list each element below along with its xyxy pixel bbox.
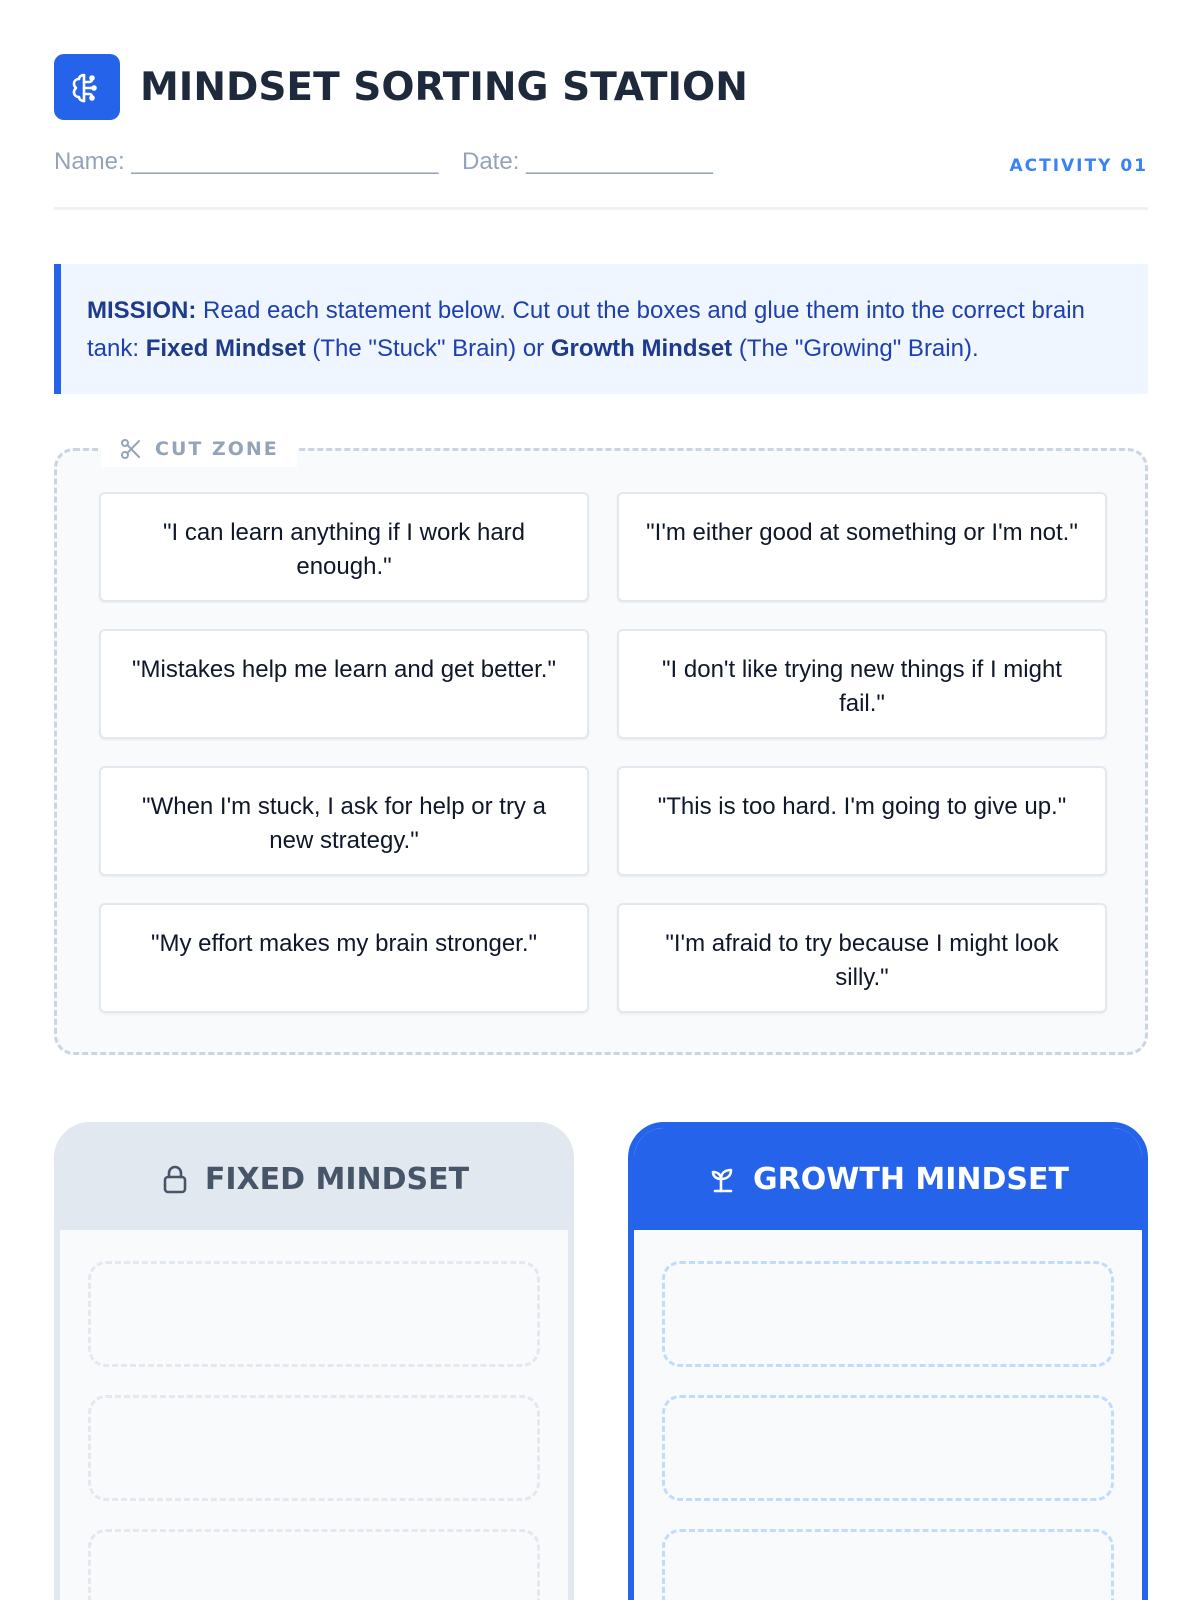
- growth-mindset-header: [634, 1128, 1142, 1230]
- statement-card[interactable]: "Mistakes help me learn and get better.": [99, 629, 589, 739]
- growth-mindset-label: GROWTH MINDSET: [753, 1161, 1069, 1197]
- mission-label: MISSION:: [87, 297, 197, 324]
- drop-slot[interactable]: [88, 1395, 540, 1501]
- cut-zone-label: [101, 431, 297, 467]
- fixed-mindset-label: FIXED MINDSET: [204, 1161, 470, 1197]
- header-divider: [54, 207, 1148, 210]
- name-field[interactable]: Name: _______________________: [54, 148, 439, 175]
- student-info-row: [54, 148, 1148, 178]
- cut-zone-title: CUT ZONE: [155, 438, 279, 460]
- statement-card[interactable]: "This is too hard. I'm going to give up.": [617, 766, 1107, 876]
- mission-box: [54, 264, 1148, 394]
- brain-icon: [54, 54, 120, 120]
- drop-slot[interactable]: [662, 1395, 1114, 1501]
- statement-card[interactable]: "I don't like trying new things if I might fail.": [617, 629, 1107, 739]
- drop-slot[interactable]: [88, 1261, 540, 1367]
- scissors-icon: [119, 437, 143, 461]
- fixed-mindset-tank: [54, 1122, 574, 1600]
- statement-card[interactable]: "I can learn anything if I work hard enough.": [99, 492, 589, 602]
- statement-card[interactable]: "I'm afraid to try because I might look silly.": [617, 903, 1107, 1013]
- date-field[interactable]: Date: ______________: [462, 148, 713, 175]
- activity-badge: ACTIVITY 01: [1009, 156, 1148, 176]
- drop-slot[interactable]: [88, 1529, 540, 1600]
- page-title: MINDSET SORTING STATION: [140, 64, 748, 110]
- statement-card[interactable]: "When I'm stuck, I ask for help or try a new strategy.": [99, 766, 589, 876]
- statement-card[interactable]: "My effort makes my brain stronger.": [99, 903, 589, 1013]
- fixed-mindset-header: [60, 1128, 568, 1230]
- cut-zone: [54, 438, 1148, 1055]
- statement-card[interactable]: "I'm either good at something or I'm not.": [617, 492, 1107, 602]
- mission-text: Read each statement below. Cut out the boxes and glue them into the correct brain tank:: [87, 297, 1085, 362]
- mission-text: (The "Growing" Brain).: [732, 335, 979, 362]
- mission-growth-term: Growth Mindset: [550, 335, 733, 362]
- mission-text: (The "Stuck" Brain) or: [305, 335, 551, 362]
- sprout-icon: [707, 1163, 739, 1195]
- drop-slot[interactable]: [662, 1529, 1114, 1600]
- drop-slot[interactable]: [662, 1261, 1114, 1367]
- growth-mindset-tank: [628, 1122, 1148, 1600]
- lock-icon: [159, 1163, 191, 1195]
- worksheet-header: [54, 54, 748, 120]
- mission-fixed-term: Fixed Mindset: [145, 335, 306, 362]
